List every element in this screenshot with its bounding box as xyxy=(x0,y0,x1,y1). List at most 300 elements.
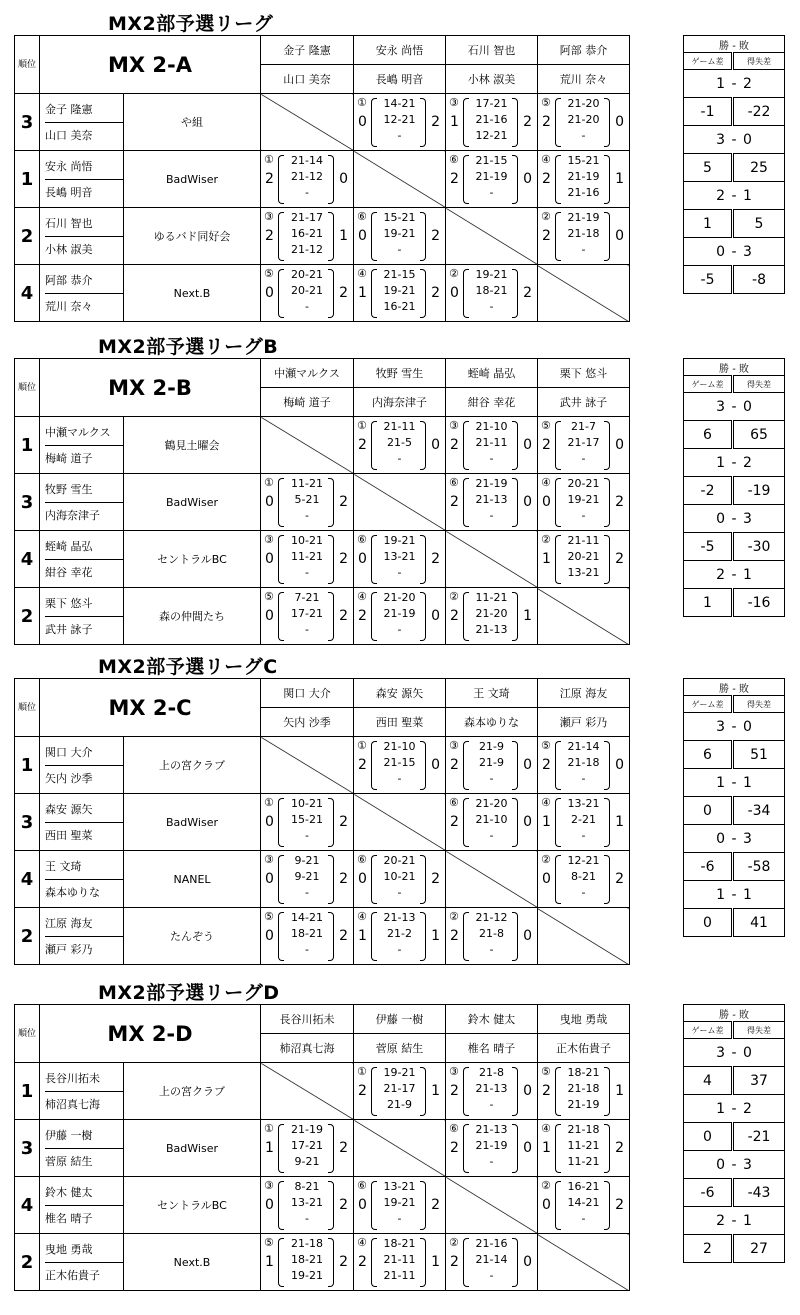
game-2-score: 21-19 xyxy=(475,170,508,183)
game-3-score: - xyxy=(397,623,402,636)
match-number: ③ xyxy=(449,96,459,109)
bracket-left xyxy=(555,798,561,847)
game-3-score: - xyxy=(581,829,586,842)
games-won: 0 xyxy=(358,1197,367,1213)
games-won: 2 xyxy=(450,171,459,187)
games-won: 2 xyxy=(450,1140,459,1156)
match-number: ① xyxy=(357,96,367,109)
game-diff-value: -2 xyxy=(684,477,733,505)
bracket-right xyxy=(328,155,334,204)
bracket-right xyxy=(604,1067,610,1116)
match-result xyxy=(261,1177,354,1234)
game-3-score: - xyxy=(305,186,309,199)
rank-value: 3 xyxy=(15,474,40,531)
rank-header: 順位 xyxy=(15,359,40,417)
game-1-score: 11-21 xyxy=(291,477,323,490)
bracket-right xyxy=(512,1067,518,1116)
opponent-header-p2: 菅原 結生 xyxy=(354,1034,446,1063)
bracket-left xyxy=(555,855,561,904)
games-won: 0 xyxy=(358,871,367,887)
bracket-right xyxy=(512,592,518,641)
league-table xyxy=(14,35,630,322)
game-3-score: - xyxy=(397,943,402,956)
match-number: ④ xyxy=(540,1122,551,1135)
pair-names xyxy=(40,1120,124,1177)
pair-names xyxy=(40,737,124,794)
win-loss-value: 3 - 0 xyxy=(684,1039,785,1067)
games-won: 2 xyxy=(265,228,274,244)
bracket-left xyxy=(371,741,377,790)
win-loss-value: 1 - 2 xyxy=(684,1095,785,1123)
game-2-score: 21-20 xyxy=(567,113,600,126)
match-result xyxy=(537,1120,629,1177)
game-3-score: 19-21 xyxy=(291,1269,323,1282)
club-name: Next.B xyxy=(124,1234,261,1291)
club-name: BadWiser xyxy=(124,794,261,851)
self-match-cell xyxy=(537,265,629,322)
game-diff-value: -5 xyxy=(684,266,733,294)
opponent-header-p1: 安永 尚悟 xyxy=(354,36,446,65)
game-3-score: - xyxy=(489,452,494,465)
match-number: ② xyxy=(540,853,551,866)
opponent-header-p2: 椎名 晴子 xyxy=(446,1034,538,1063)
bracket-right xyxy=(512,478,518,527)
summary-row xyxy=(684,126,785,154)
summary-row xyxy=(684,1123,785,1151)
point-diff-header: 得失差 xyxy=(733,696,785,713)
club-name: 森の仲間たち xyxy=(124,588,261,645)
bracket-right xyxy=(604,1181,610,1230)
match-number: ⑤ xyxy=(540,1065,551,1078)
games-lost: 0 xyxy=(431,608,440,624)
match-result xyxy=(261,588,354,645)
summary-row xyxy=(684,561,785,589)
game-3-score: - xyxy=(489,829,494,842)
match-result xyxy=(537,417,629,474)
bracket-left xyxy=(463,155,469,204)
match-result xyxy=(261,208,354,265)
league-table xyxy=(14,1004,630,1291)
club-name: Next.B xyxy=(124,265,261,322)
match-result xyxy=(354,417,446,474)
game-2-score: 21-19 xyxy=(475,1139,508,1152)
bracket-left xyxy=(463,798,469,847)
game-3-score: - xyxy=(397,886,402,899)
game-3-score: 9-21 xyxy=(294,1155,320,1168)
games-won: 0 xyxy=(358,114,367,130)
game-1-score: 21-13 xyxy=(475,1123,508,1136)
pair-names xyxy=(40,794,124,851)
self-match-cell xyxy=(261,1063,354,1120)
game-1-score: 21-18 xyxy=(567,1123,600,1136)
club-name: や組 xyxy=(124,94,261,151)
game-2-score: 18-21 xyxy=(475,284,508,297)
game-3-score: - xyxy=(489,1098,494,1111)
game-2-score: 21-18 xyxy=(567,756,600,769)
opponent-header-p1: 中瀬マルクス xyxy=(261,359,354,388)
games-won: 0 xyxy=(541,871,551,887)
game-1-score: 13-21 xyxy=(567,797,600,810)
player-2: 山口 美奈 xyxy=(45,128,93,142)
games-lost: 2 xyxy=(615,551,624,567)
game-1-score: 17-21 xyxy=(475,97,508,110)
game-diff-value: 5 xyxy=(684,154,733,182)
game-1-score: 21-17 xyxy=(291,211,323,224)
match-number: ⑤ xyxy=(264,590,274,603)
league-title: MX2部予選リーグC xyxy=(98,656,278,678)
match-result xyxy=(537,474,629,531)
game-2-score: 21-20 xyxy=(475,607,508,620)
game-1-score: 9-21 xyxy=(294,854,320,867)
games-lost: 2 xyxy=(339,928,349,944)
match-number: ③ xyxy=(264,1179,274,1192)
match-number: ⑥ xyxy=(449,153,459,166)
opponent-header-p2: 紺谷 幸花 xyxy=(446,388,538,417)
league-table xyxy=(14,678,630,965)
game-1-score: 21-9 xyxy=(479,740,504,753)
games-won: 1 xyxy=(265,1254,274,1270)
game-1-score: 18-21 xyxy=(383,1237,416,1250)
self-match-cell xyxy=(261,737,354,794)
game-3-score: - xyxy=(581,509,586,522)
bracket-left xyxy=(555,741,561,790)
games-won: 2 xyxy=(541,171,551,187)
bracket-right xyxy=(328,269,334,318)
bracket-left xyxy=(463,98,469,147)
bracket-left xyxy=(463,741,469,790)
bracket-right xyxy=(328,1181,334,1230)
summary-row xyxy=(684,853,785,881)
bracket-left xyxy=(463,421,469,470)
games-won: 2 xyxy=(450,814,459,830)
point-diff-value: -22 xyxy=(733,98,785,126)
game-diff-value: 0 xyxy=(684,909,733,937)
match-number: ① xyxy=(357,739,367,752)
game-3-score: - xyxy=(581,886,586,899)
bracket-left xyxy=(555,212,561,261)
bracket-left xyxy=(463,478,469,527)
match-result xyxy=(446,1234,538,1291)
game-1-score: 19-21 xyxy=(383,534,416,547)
games-lost: 2 xyxy=(339,494,349,510)
game-diff-value: -1 xyxy=(684,98,733,126)
bracket-right xyxy=(420,269,426,318)
player-1: 鈴木 健太 xyxy=(45,1180,123,1206)
summary-row xyxy=(684,421,785,449)
match-number: ③ xyxy=(449,739,459,752)
game-1-score: 19-21 xyxy=(383,1066,416,1079)
bracket-left xyxy=(555,155,561,204)
self-match-cell xyxy=(446,531,538,588)
game-1-score: 21-19 xyxy=(567,211,600,224)
player-2: 梅崎 道子 xyxy=(45,451,93,465)
bracket-left xyxy=(371,1181,377,1230)
match-number: ② xyxy=(540,210,551,223)
game-2-score: 21-19 xyxy=(383,607,416,620)
match-number: ⑥ xyxy=(357,533,367,546)
bracket-right xyxy=(604,1124,610,1173)
bracket-left xyxy=(555,535,561,584)
summary-row xyxy=(684,1151,785,1179)
games-won: 0 xyxy=(541,1197,551,1213)
game-1-score: 21-20 xyxy=(475,797,508,810)
games-lost: 2 xyxy=(615,494,624,510)
games-won: 1 xyxy=(358,285,367,301)
game-2-score: 18-21 xyxy=(291,927,323,940)
game-3-score: - xyxy=(397,129,402,142)
game-diff-value: -6 xyxy=(684,853,733,881)
point-diff-value: 37 xyxy=(733,1067,785,1095)
opponent-header-p1: 牧野 雪生 xyxy=(354,359,446,388)
player-1: 中瀬マルクス xyxy=(45,420,123,446)
bracket-left xyxy=(371,421,377,470)
team-row xyxy=(15,851,630,908)
bracket-right xyxy=(604,421,610,470)
game-2-score: 20-21 xyxy=(567,550,600,563)
bracket-right xyxy=(512,1238,518,1287)
summary-row xyxy=(684,98,785,126)
bracket-right xyxy=(420,212,426,261)
bracket-left xyxy=(555,1124,561,1173)
summary-row xyxy=(684,825,785,853)
match-result xyxy=(261,531,354,588)
summary-row xyxy=(684,1039,785,1067)
match-number: ② xyxy=(449,267,459,280)
games-won: 2 xyxy=(265,171,274,187)
point-diff-value: 5 xyxy=(733,210,785,238)
match-result xyxy=(354,265,446,322)
bracket-left xyxy=(278,155,284,204)
game-3-score: - xyxy=(305,509,309,522)
games-lost: 2 xyxy=(339,871,349,887)
games-won: 2 xyxy=(541,114,551,130)
bracket-left xyxy=(278,1124,284,1173)
game-3-score: - xyxy=(581,129,586,142)
club-name: 上の宮クラブ xyxy=(124,737,261,794)
game-3-score: - xyxy=(305,566,309,579)
match-result xyxy=(537,794,629,851)
standings-summary xyxy=(683,678,785,937)
games-lost: 0 xyxy=(523,1254,532,1270)
games-won: 1 xyxy=(541,814,551,830)
games-won: 1 xyxy=(265,1140,274,1156)
match-number: ③ xyxy=(264,533,274,546)
rank-value: 2 xyxy=(15,588,40,645)
win-loss-value: 3 - 0 xyxy=(684,713,785,741)
bracket-right xyxy=(328,855,334,904)
games-won: 0 xyxy=(265,1197,274,1213)
games-won: 2 xyxy=(358,1254,367,1270)
summary-row xyxy=(684,741,785,769)
opponent-header-p1: 曳地 勇哉 xyxy=(537,1005,629,1034)
win-loss-header: 勝 - 敗 xyxy=(684,36,785,53)
game-1-score: 21-15 xyxy=(475,154,508,167)
game-1-score: 10-21 xyxy=(291,797,323,810)
summary-row xyxy=(684,70,785,98)
summary-row xyxy=(684,1235,785,1263)
bracket-right xyxy=(420,535,426,584)
club-name: 鶴見土曜会 xyxy=(124,417,261,474)
match-result xyxy=(446,908,538,965)
bracket-left xyxy=(278,1181,284,1230)
game-diff-value: 2 xyxy=(684,1235,733,1263)
match-number: ④ xyxy=(357,1236,367,1249)
rank-value: 1 xyxy=(15,737,40,794)
bracket-right xyxy=(420,912,426,961)
games-won: 0 xyxy=(265,814,274,830)
bracket-right xyxy=(604,155,610,204)
games-lost: 0 xyxy=(339,171,349,187)
game-1-score: 20-21 xyxy=(567,477,600,490)
game-1-score: 21-20 xyxy=(383,591,416,604)
rank-header: 順位 xyxy=(15,679,40,737)
pair-names xyxy=(40,1177,124,1234)
bracket-right xyxy=(420,98,426,147)
games-won: 0 xyxy=(265,551,274,567)
match-result xyxy=(354,1063,446,1120)
games-lost: 0 xyxy=(615,228,624,244)
games-lost: 2 xyxy=(339,814,349,830)
game-diff-header: ゲーム差 xyxy=(684,696,733,713)
bracket-left xyxy=(278,798,284,847)
game-2-score: 21-18 xyxy=(567,1082,600,1095)
game-1-score: 11-21 xyxy=(475,591,508,604)
player-1: 蛭崎 晶弘 xyxy=(45,534,123,560)
games-lost: 2 xyxy=(431,285,440,301)
club-name: ゆるバド同好会 xyxy=(124,208,261,265)
game-3-score: - xyxy=(305,1212,309,1225)
game-1-score: 15-21 xyxy=(567,154,600,167)
opponent-header-p1: 関口 大介 xyxy=(261,679,354,708)
game-diff-value: 6 xyxy=(684,741,733,769)
game-1-score: 21-8 xyxy=(479,1066,504,1079)
pair-names xyxy=(40,1234,124,1291)
point-diff-header: 得失差 xyxy=(733,376,785,393)
games-lost: 0 xyxy=(523,494,532,510)
match-number: ⑥ xyxy=(449,1122,459,1135)
bracket-left xyxy=(463,1067,469,1116)
bracket-left xyxy=(463,269,469,318)
match-number: ④ xyxy=(540,476,551,489)
game-2-score: 21-17 xyxy=(383,1082,416,1095)
bracket-right xyxy=(420,1181,426,1230)
game-2-score: 21-11 xyxy=(475,436,508,449)
club-name: BadWiser xyxy=(124,1120,261,1177)
player-2: 柿沼真七海 xyxy=(45,1097,100,1111)
pair-names xyxy=(40,1063,124,1120)
bracket-right xyxy=(328,912,334,961)
summary-row xyxy=(684,797,785,825)
match-number: ⑤ xyxy=(264,267,274,280)
match-result xyxy=(354,588,446,645)
games-won: 0 xyxy=(265,285,274,301)
point-diff-value: -16 xyxy=(733,589,785,617)
match-number: ④ xyxy=(357,267,367,280)
match-number: ② xyxy=(540,1179,551,1192)
games-lost: 2 xyxy=(615,1140,624,1156)
games-lost: 0 xyxy=(615,437,624,453)
win-loss-header: 勝 - 敗 xyxy=(684,359,785,376)
club-name: BadWiser xyxy=(124,151,261,208)
game-2-score: 15-21 xyxy=(291,813,323,826)
match-number: ③ xyxy=(449,419,459,432)
game-2-score: 18-21 xyxy=(291,1253,323,1266)
opponent-header-p1: 蛭崎 晶弘 xyxy=(446,359,538,388)
opponent-header-p2: 瀬戸 彩乃 xyxy=(537,708,629,737)
games-lost: 2 xyxy=(523,285,532,301)
games-lost: 0 xyxy=(523,171,532,187)
point-diff-header: 得失差 xyxy=(733,53,785,70)
bracket-left xyxy=(278,478,284,527)
rank-value: 1 xyxy=(15,1063,40,1120)
match-result xyxy=(261,851,354,908)
self-match-cell xyxy=(261,417,354,474)
bracket-left xyxy=(371,535,377,584)
match-number: ③ xyxy=(264,210,274,223)
game-2-score: 21-14 xyxy=(475,1253,508,1266)
games-won: 2 xyxy=(541,757,551,773)
game-2-score: 9-21 xyxy=(294,870,320,883)
games-won: 2 xyxy=(450,437,459,453)
game-2-score: 19-21 xyxy=(383,227,416,240)
games-won: 0 xyxy=(265,871,274,887)
player-1: 関口 大介 xyxy=(45,740,123,766)
games-won: 2 xyxy=(450,1254,459,1270)
match-result xyxy=(354,908,446,965)
game-1-score: 14-21 xyxy=(383,97,416,110)
league-title: MX2部予選リーグB xyxy=(98,336,279,358)
match-number: ① xyxy=(264,476,274,489)
player-1: 栗下 悠斗 xyxy=(45,591,123,617)
summary-row xyxy=(684,477,785,505)
game-2-score: 21-19 xyxy=(567,170,600,183)
match-number: ⑤ xyxy=(540,419,551,432)
team-row xyxy=(15,417,630,474)
bracket-right xyxy=(328,1238,334,1287)
game-2-score: 5-21 xyxy=(294,493,320,506)
games-won: 2 xyxy=(450,757,459,773)
match-result xyxy=(446,417,538,474)
self-match-cell xyxy=(354,1120,446,1177)
match-result xyxy=(261,151,354,208)
game-2-score: 2-21 xyxy=(571,813,596,826)
game-3-score: 13-21 xyxy=(567,566,600,579)
self-match-cell xyxy=(537,908,629,965)
match-result xyxy=(537,1177,629,1234)
games-won: 2 xyxy=(450,608,459,624)
match-number: ① xyxy=(357,1065,367,1078)
games-won: 2 xyxy=(541,228,551,244)
player-1: 阿部 恭介 xyxy=(45,268,123,294)
rank-value: 1 xyxy=(15,151,40,208)
summary-row xyxy=(684,769,785,797)
opponent-header-p2: 西田 聖菜 xyxy=(354,708,446,737)
match-result xyxy=(537,94,629,151)
player-2: 矢内 沙季 xyxy=(45,771,93,785)
game-1-score: 8-21 xyxy=(294,1180,320,1193)
league-title: MX2部予選リーグD xyxy=(98,982,280,1004)
games-lost: 0 xyxy=(523,928,532,944)
match-result xyxy=(446,1120,538,1177)
bracket-left xyxy=(371,212,377,261)
games-lost: 0 xyxy=(431,437,440,453)
games-lost: 2 xyxy=(431,551,440,567)
game-2-score: 19-21 xyxy=(383,1196,416,1209)
games-won: 0 xyxy=(265,928,274,944)
bracket-right xyxy=(604,855,610,904)
game-2-score: 11-21 xyxy=(291,550,323,563)
match-result xyxy=(261,265,354,322)
